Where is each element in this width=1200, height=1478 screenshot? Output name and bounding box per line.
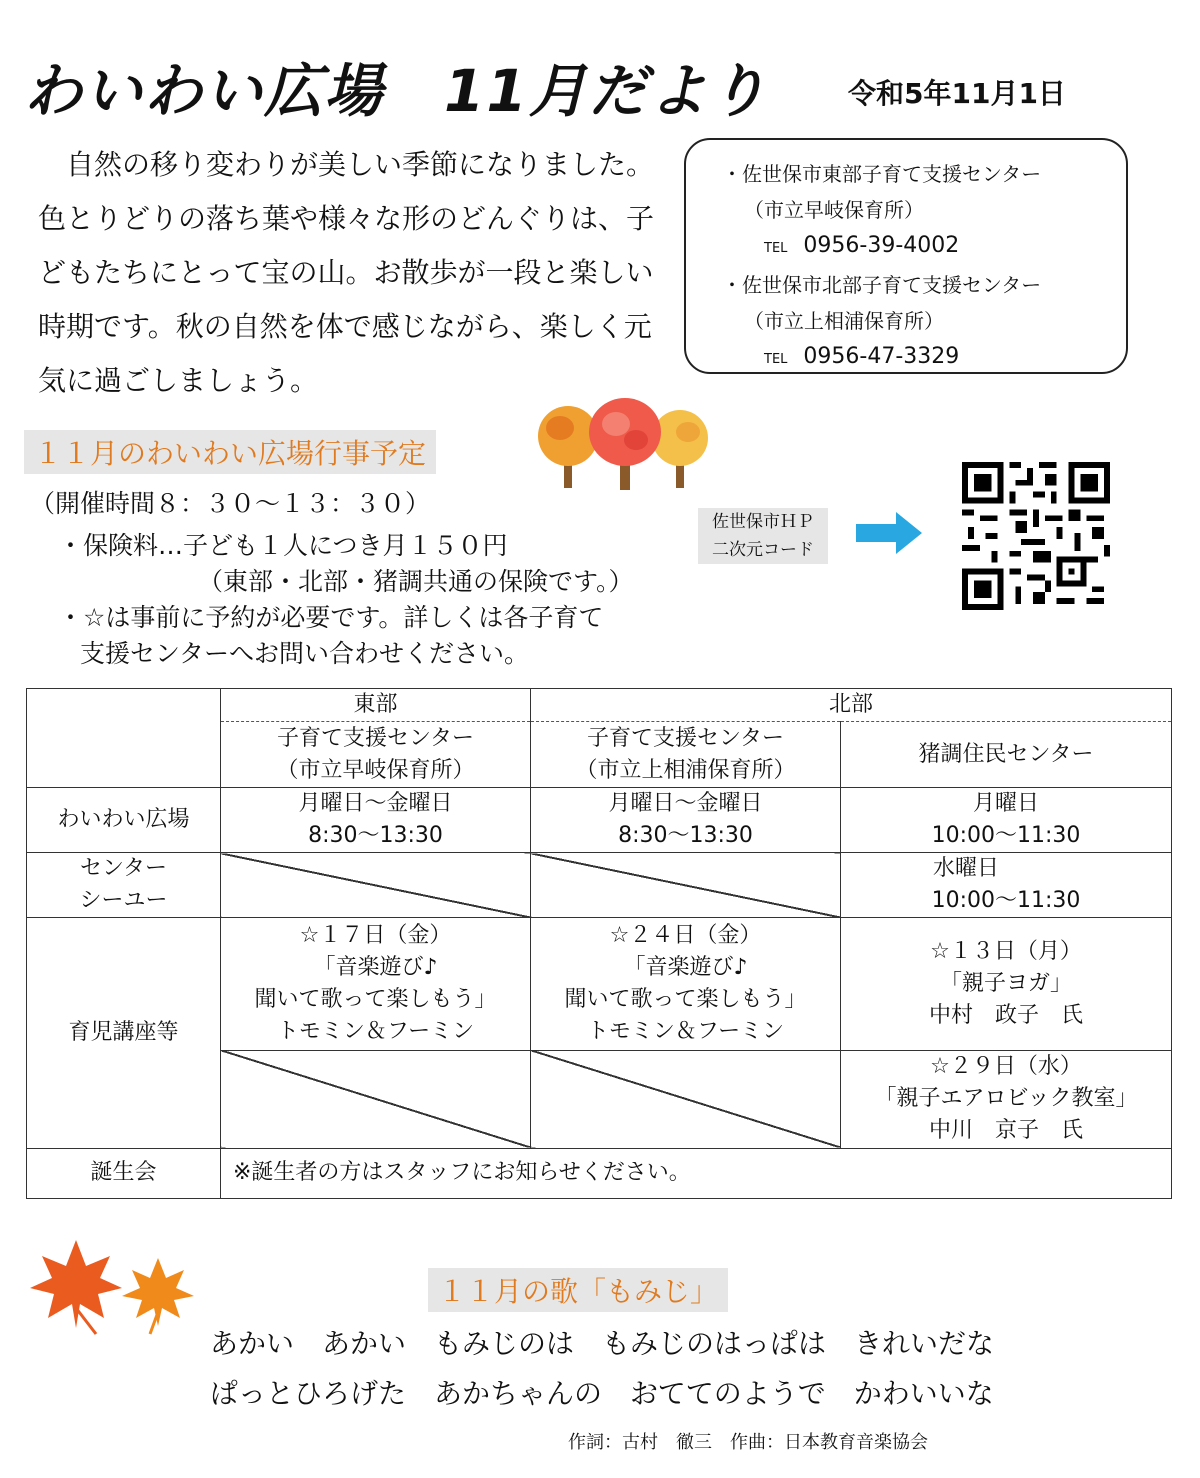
row-label-waiwai: わいわい広場 — [27, 788, 221, 853]
maple-leaves-icon — [24, 1238, 196, 1336]
cell-line: 8:30～13:30 — [308, 823, 443, 849]
cell-na-diagonal — [221, 1050, 531, 1148]
col-name: 子育て支援センター — [276, 725, 475, 751]
cell-na-diagonal — [531, 853, 841, 918]
cell-ikuji-ichou-2 — [841, 1050, 1172, 1148]
header-east: 東部 — [221, 689, 531, 722]
cell-line: トモミン＆フーミン — [586, 1019, 785, 1045]
events-title: １１月のわいわい広場行事予定 — [24, 430, 436, 474]
song-title: １１月の歌「もみじ」 — [428, 1268, 728, 1312]
contact-east-name: ・佐世保市東部子育て支援センター — [722, 162, 1042, 186]
page-title: わいわい広場 11月だより — [24, 57, 769, 125]
col-north-center — [531, 722, 841, 788]
contact-north-facility: （市立上相浦保育所） — [744, 309, 944, 333]
cell-line: ☆２４日（金） — [609, 923, 762, 949]
song-lyrics-line: あかい あかい もみじのは もみじのはっぱは きれいだな — [210, 1327, 995, 1360]
song-credit: 作詞：古村 徹三 作曲：日本教育音楽協会 — [568, 1432, 928, 1453]
contact-east-facility: （市立早岐保育所） — [744, 198, 924, 222]
cell-line: 「音楽遊び♪ — [623, 955, 748, 981]
col-east-center — [221, 722, 531, 788]
cell-ikuji-ichou-1 — [841, 918, 1172, 1050]
cell-line: 「親子エアロビック教室」 — [874, 1086, 1138, 1112]
cell-line: トモミン＆フーミン — [276, 1019, 475, 1045]
contact-east-phone — [722, 228, 1126, 267]
phone-number: 0956-39-4002 — [803, 233, 960, 258]
cell-waiwai-north — [531, 788, 841, 853]
row-label-center — [27, 853, 221, 918]
label-line: シーユー — [79, 888, 168, 914]
intro-line: 気に過ごしましょう。 — [38, 364, 319, 397]
cell-line: 「親子ヨガ」 — [940, 971, 1073, 997]
bullet-reservation-cont: 支援センターへお問い合わせください。 — [80, 639, 530, 668]
intro-line: 色とりどりの落ち葉や様々な形のどんぐりは、子 — [38, 202, 655, 235]
schedule-table — [26, 688, 1172, 1199]
contact-north-phone — [722, 339, 1126, 378]
tel-label: TEL — [764, 352, 788, 367]
intro-line: どもたちにとって宝の山。お散歩が一段と楽しい — [38, 256, 654, 289]
cell-ikuji-east — [221, 918, 531, 1050]
cell-line: ☆２９日（水） — [930, 1054, 1082, 1080]
tel-label: TEL — [764, 241, 788, 256]
cell-line: 8:30～13:30 — [618, 823, 753, 849]
col-facility: （市立上相浦保育所） — [575, 757, 796, 783]
bullet-insurance-note: （東部・北部・猪調共通の保険です。） — [198, 567, 634, 596]
header-blank — [27, 689, 221, 788]
cell-line: 月曜日 — [973, 791, 1040, 817]
col-name: 子育て支援センター — [586, 725, 785, 751]
qr-code[interactable] — [960, 462, 1112, 610]
cell-line: 10:00～11:30 — [931, 888, 1081, 914]
contact-box — [684, 138, 1128, 374]
contact-north-name: ・佐世保市北部子育て支援センター — [722, 273, 1042, 297]
bullet-reservation: ・☆は事前に予約が必要です。詳しくは各子育て — [58, 603, 604, 632]
cell-line: 月曜日～金曜日 — [608, 791, 763, 817]
arrow-right-icon — [856, 510, 924, 556]
cell-line: ☆１７日（金） — [299, 923, 452, 949]
cell-line: 10:00～11:30 — [931, 823, 1081, 849]
cell-ikuji-north — [531, 918, 841, 1050]
row-label-birthday: 誕生会 — [27, 1148, 221, 1198]
col-ichou-center: 猪調住民センター — [841, 722, 1172, 788]
cell-line: 中村 政子 氏 — [929, 1003, 1084, 1029]
cell-na-diagonal — [531, 1050, 841, 1148]
hp-label-line: 二次元コード — [712, 540, 814, 560]
intro-line: 自然の移り変わりが美しい季節になりました。 — [66, 148, 655, 181]
intro-text — [38, 138, 678, 408]
song-lyrics-line: ぱっとひろげた あかちゃんの おててのようで かわいいな — [210, 1377, 994, 1410]
cell-line: ☆１３日（月） — [930, 939, 1082, 965]
cell-line: 聞いて歌って楽しもう」 — [564, 987, 807, 1013]
header-north: 北部 — [531, 689, 1172, 722]
cell-na-diagonal — [221, 853, 531, 918]
label-line: センター — [79, 856, 168, 882]
cell-line: 中川 京子 氏 — [929, 1118, 1084, 1144]
cell-waiwai-east — [221, 788, 531, 853]
cell-birthday-note: ※誕生者の方はスタッフにお知らせください。 — [221, 1148, 1172, 1198]
cell-line: 水曜日 — [933, 856, 1000, 882]
hp-qr-label — [698, 508, 828, 564]
row-label-ikuji: 育児講座等 — [27, 918, 221, 1148]
hp-label-line: 佐世保市ＨＰ — [712, 512, 814, 532]
cell-waiwai-ichou — [841, 788, 1172, 853]
cell-line: 「音楽遊び♪ — [313, 955, 438, 981]
cell-center-ichou — [841, 853, 1172, 918]
phone-number: 0956-47-3329 — [803, 344, 960, 369]
col-facility: （市立早岐保育所） — [276, 757, 475, 783]
cell-line: 月曜日～金曜日 — [298, 791, 453, 817]
cell-line: 聞いて歌って楽しもう」 — [254, 987, 497, 1013]
event-hours: （開催時間８：３０～１３：３０） — [30, 489, 431, 518]
bullet-insurance: ・保険料…子ども１人につき月１５０円 — [58, 531, 508, 560]
autumn-trees-icon — [520, 398, 720, 494]
intro-line: 時期です。秋の自然を体で感じながら、楽しく元 — [38, 310, 652, 343]
issue-date: 令和5年11月1日 — [848, 77, 1066, 110]
